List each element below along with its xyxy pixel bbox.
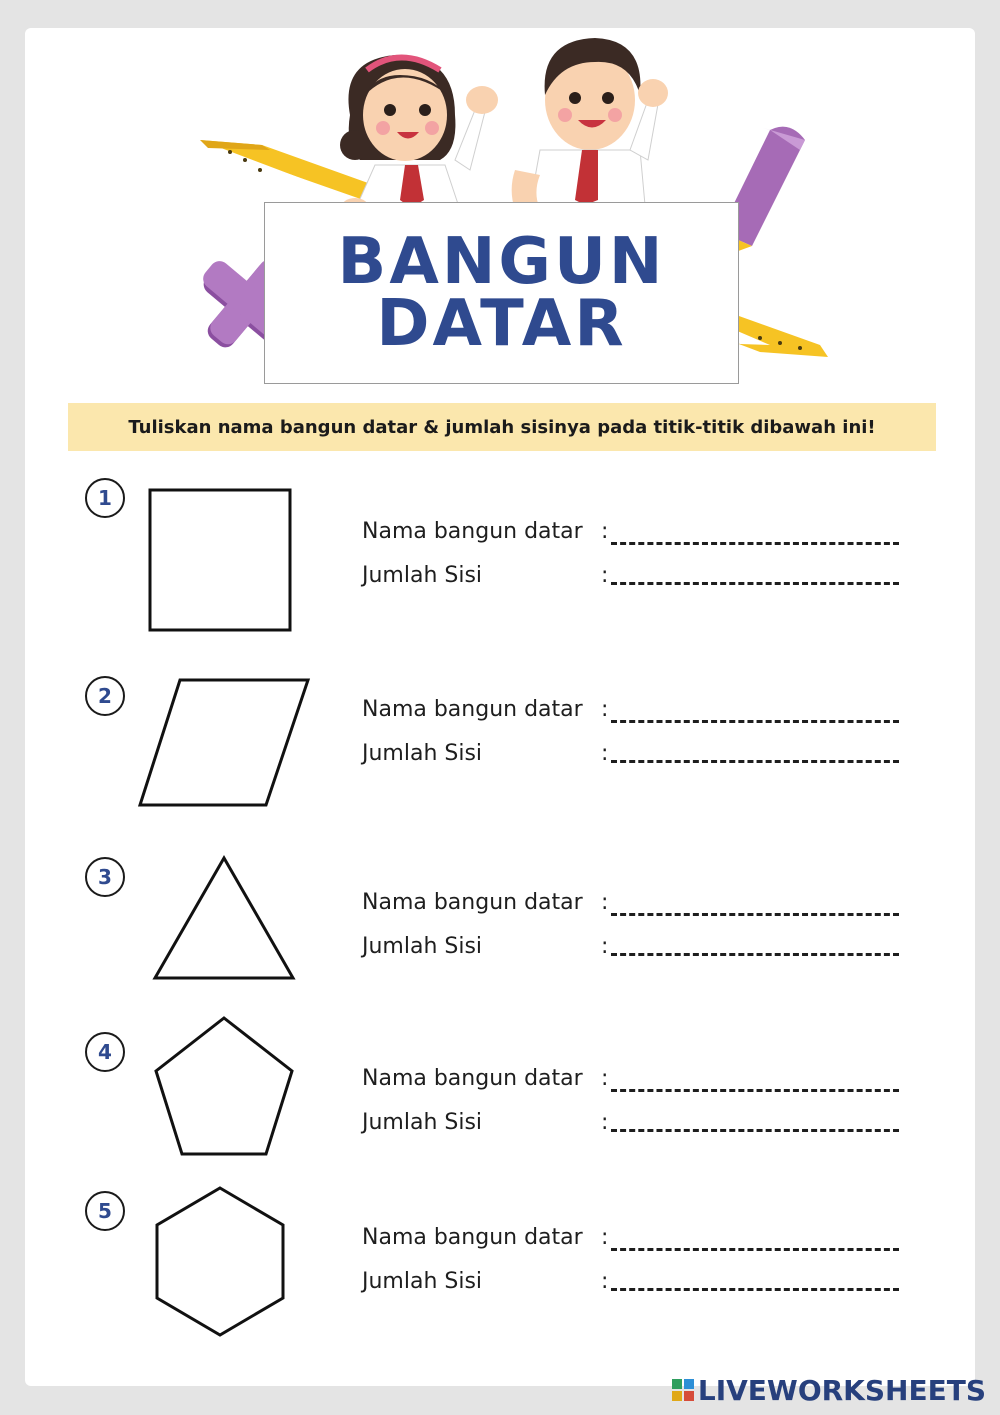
hexagon-icon — [153, 1185, 288, 1338]
name-answer-line-1[interactable] — [611, 542, 899, 545]
name-label-2: Nama bangun datar — [362, 697, 583, 722]
instruction-text: Tuliskan nama bangun datar & jumlah sisinya pada titik-titik dibawah ini! — [128, 416, 876, 438]
name-answer-line-5[interactable] — [611, 1248, 899, 1251]
sides-colon-2: : — [601, 741, 609, 766]
item-number-2: 2 — [85, 676, 125, 716]
sides-colon-1: : — [601, 563, 609, 588]
name-answer-line-4[interactable] — [611, 1089, 899, 1092]
title-box — [264, 202, 739, 384]
sides-label-3: Jumlah Sisi — [362, 934, 483, 959]
item-number-4: 4 — [85, 1032, 125, 1072]
liveworksheets-logo — [672, 1375, 986, 1405]
name-colon-5: : — [601, 1225, 609, 1250]
sides-answer-line-2[interactable] — [611, 760, 899, 763]
name-colon-3: : — [601, 890, 609, 915]
name-label-1: Nama bangun datar — [362, 519, 583, 544]
parallelogram-icon — [136, 676, 312, 810]
square-icon — [148, 488, 293, 633]
item-number-5: 5 — [85, 1191, 125, 1231]
title-line-1: BANGUN — [337, 225, 666, 299]
sides-answer-line-5[interactable] — [611, 1288, 899, 1291]
name-colon-4: : — [601, 1066, 609, 1091]
sides-answer-line-1[interactable] — [611, 582, 899, 585]
girl-character-icon — [340, 55, 498, 218]
pentagon-icon — [152, 1015, 297, 1158]
title-line-2: DATAR — [376, 287, 627, 361]
sides-answer-line-4[interactable] — [611, 1129, 899, 1132]
sides-label-1: Jumlah Sisi — [362, 563, 483, 588]
sides-label-5: Jumlah Sisi — [362, 1269, 483, 1294]
name-label-3: Nama bangun datar — [362, 890, 583, 915]
name-label-4: Nama bangun datar — [362, 1066, 583, 1091]
sides-colon-4: : — [601, 1110, 609, 1135]
footer-brand-text: LIVEWORKSHEETS — [697, 1373, 986, 1407]
name-label-5: Nama bangun datar — [362, 1225, 583, 1250]
name-answer-line-3[interactable] — [611, 913, 899, 916]
item-number-3: 3 — [85, 857, 125, 897]
sides-colon-5: : — [601, 1269, 609, 1294]
name-colon-1: : — [601, 519, 609, 544]
triangle-icon — [152, 854, 297, 982]
sides-label-2: Jumlah Sisi — [362, 741, 483, 766]
item-number-1: 1 — [85, 478, 125, 518]
name-answer-line-2[interactable] — [611, 720, 899, 723]
liveworksheets-logo-icon — [672, 1379, 694, 1401]
sides-colon-3: : — [601, 934, 609, 959]
name-colon-2: : — [601, 697, 609, 722]
sides-answer-line-3[interactable] — [611, 953, 899, 956]
instruction-bar — [68, 403, 936, 451]
sides-label-4: Jumlah Sisi — [362, 1110, 483, 1135]
